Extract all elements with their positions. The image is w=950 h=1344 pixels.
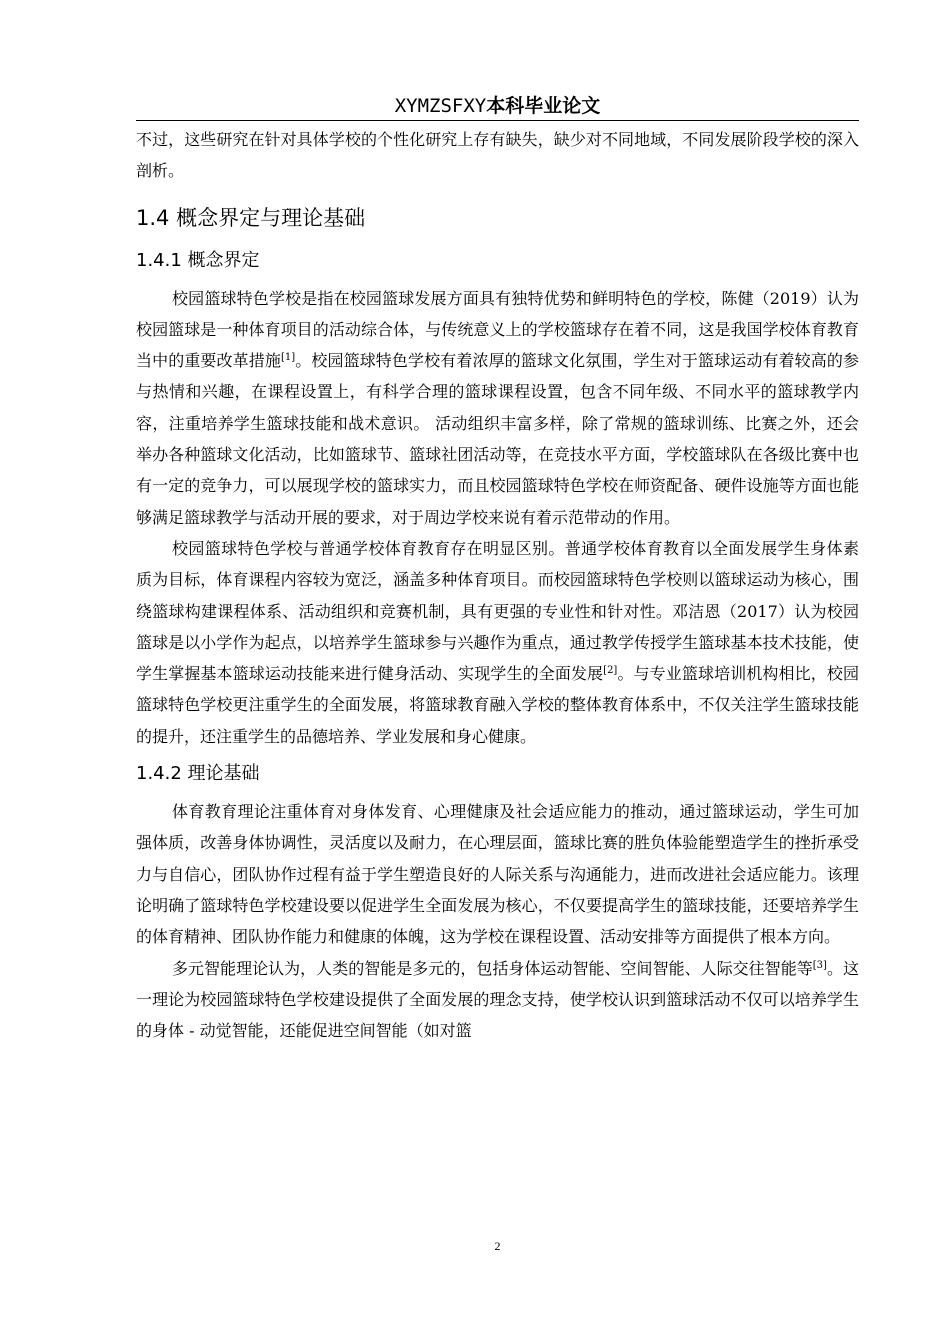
paragraph-intro-continued: 不过，这些研究在针对具体学校的个性化研究上存有缺失，缺少对不同地域，不同发展阶段学校的深入剖析。 (136, 130, 859, 181)
header-rule (136, 120, 859, 121)
paragraph-definition-1 (136, 283, 859, 533)
subsection-heading-1-4-2: 1.4.2 理论基础 (136, 763, 260, 785)
section-heading-1-4: 1.4 概念界定与理论基础 (136, 205, 366, 230)
paragraph-text: 。这一理论为校园篮球特色学校建设提供了全面发展的理念支持，使学校认识到篮球活动不仅可以培养学生的身体 - 动觉智能，还能促进空间智能（如对篮 (136, 958, 859, 1041)
page-header (136, 92, 859, 120)
citation-ref: [2] (603, 665, 618, 677)
header-title: 本科毕业论文 (486, 95, 601, 117)
page-body (136, 124, 859, 1046)
paragraph-text: 。与专业篮球培训机构相比，校园篮球特色学校更注重学生的全面发展，将篮球教育融入学校的整体教育体系中，不仅关注学生篮球技能的提升，还注重学生的品德培养、学业发展和身心健康。 (136, 664, 859, 746)
citation-ref: [3] (812, 959, 827, 971)
paragraph-text: 。校园篮球特色学校有着浓厚的篮球文化氛围，学生对于篮球运动有着较高的参与热情和兴趣，在课程设置上，有科学合理的篮球课程设置，包含不同年级、不同水平的篮球教学内容，注重培养学生篮球技能和战术意识。 活动组织丰富多样，除了常规的篮球训练、比赛之外，还会举办各种篮球文化活动，比如篮球节、篮球社团活动等，在竞技水平方面，学校篮球队在各级比赛中也有一定的竞争力，可以展现学校的篮球实力，而且校园篮球特色学校在师资配备、硬件设施等方面也能够满足篮球教学与活动开展的要求，对于周边学校来说有着示范带动的作用。 (136, 351, 859, 527)
paragraph-text: 校园篮球特色学校与普通学校体育教育存在明显区别。普通学校体育教育以全面发展学生身体素质为目标，体育课程内容较为宽泛，涵盖多种体育项目。而校园篮球特色学校则以篮球运动为核心，围绕篮球构建课程体系、活动组织和竞赛机制，具有更强的专业性和针对性。邓洁恩（2017）认为校园篮球是以小学作为起点，以培养学生篮球参与兴趣作为重点，通过教学传授学生篮球基本技术技能，使学生掌握基本篮球运动技能来进行健身活动、实现学生的全面发展 (136, 538, 859, 684)
paragraph-definition-2 (136, 533, 859, 752)
citation-ref: [1] (280, 352, 296, 364)
page-number: 2 (494, 1239, 501, 1253)
header-latin: XYMZSFXY (394, 95, 487, 117)
paragraph-text: 多元智能理论认为，人类的智能是多元的，包括身体运动智能、空间智能、人际交往智能等 (172, 958, 813, 978)
paragraph-theory-1: 体育教育理论注重体育对身体发育、心理健康及社会适应能力的推动，通过篮球运动，学生可加强体质，改善身体协调性，灵活度以及耐力，在心理层面，篮球比赛的胜负体验能塑造学生的挫折承受力与自信心，团队协作过程有益于学生塑造良好的人际关系与沟通能力，进而改进社会适应能力。该理论明确了篮球特色学校建设要以促进学生全面发展为核心，不仅要提高学生的篮球技能，还要培养学生的体育精神、团队协作能力和健康的体魄，这为学校在课程设置、活动安排等方面提供了根本方向。 (136, 802, 859, 947)
paragraph-text: 校园篮球特色学校是指在校园篮球发展方面具有独特优势和鲜明特色的学校，陈健（2019）认为校园篮球是一种体育项目的活动综合体，与传统意义上的学校篮球存在着不同，这是我国学校体育教育当中的重要改革措施 (136, 288, 859, 371)
paragraph-theory-2 (136, 953, 859, 1047)
subsection-heading-1-4-1: 1.4.1 概念界定 (136, 249, 260, 271)
